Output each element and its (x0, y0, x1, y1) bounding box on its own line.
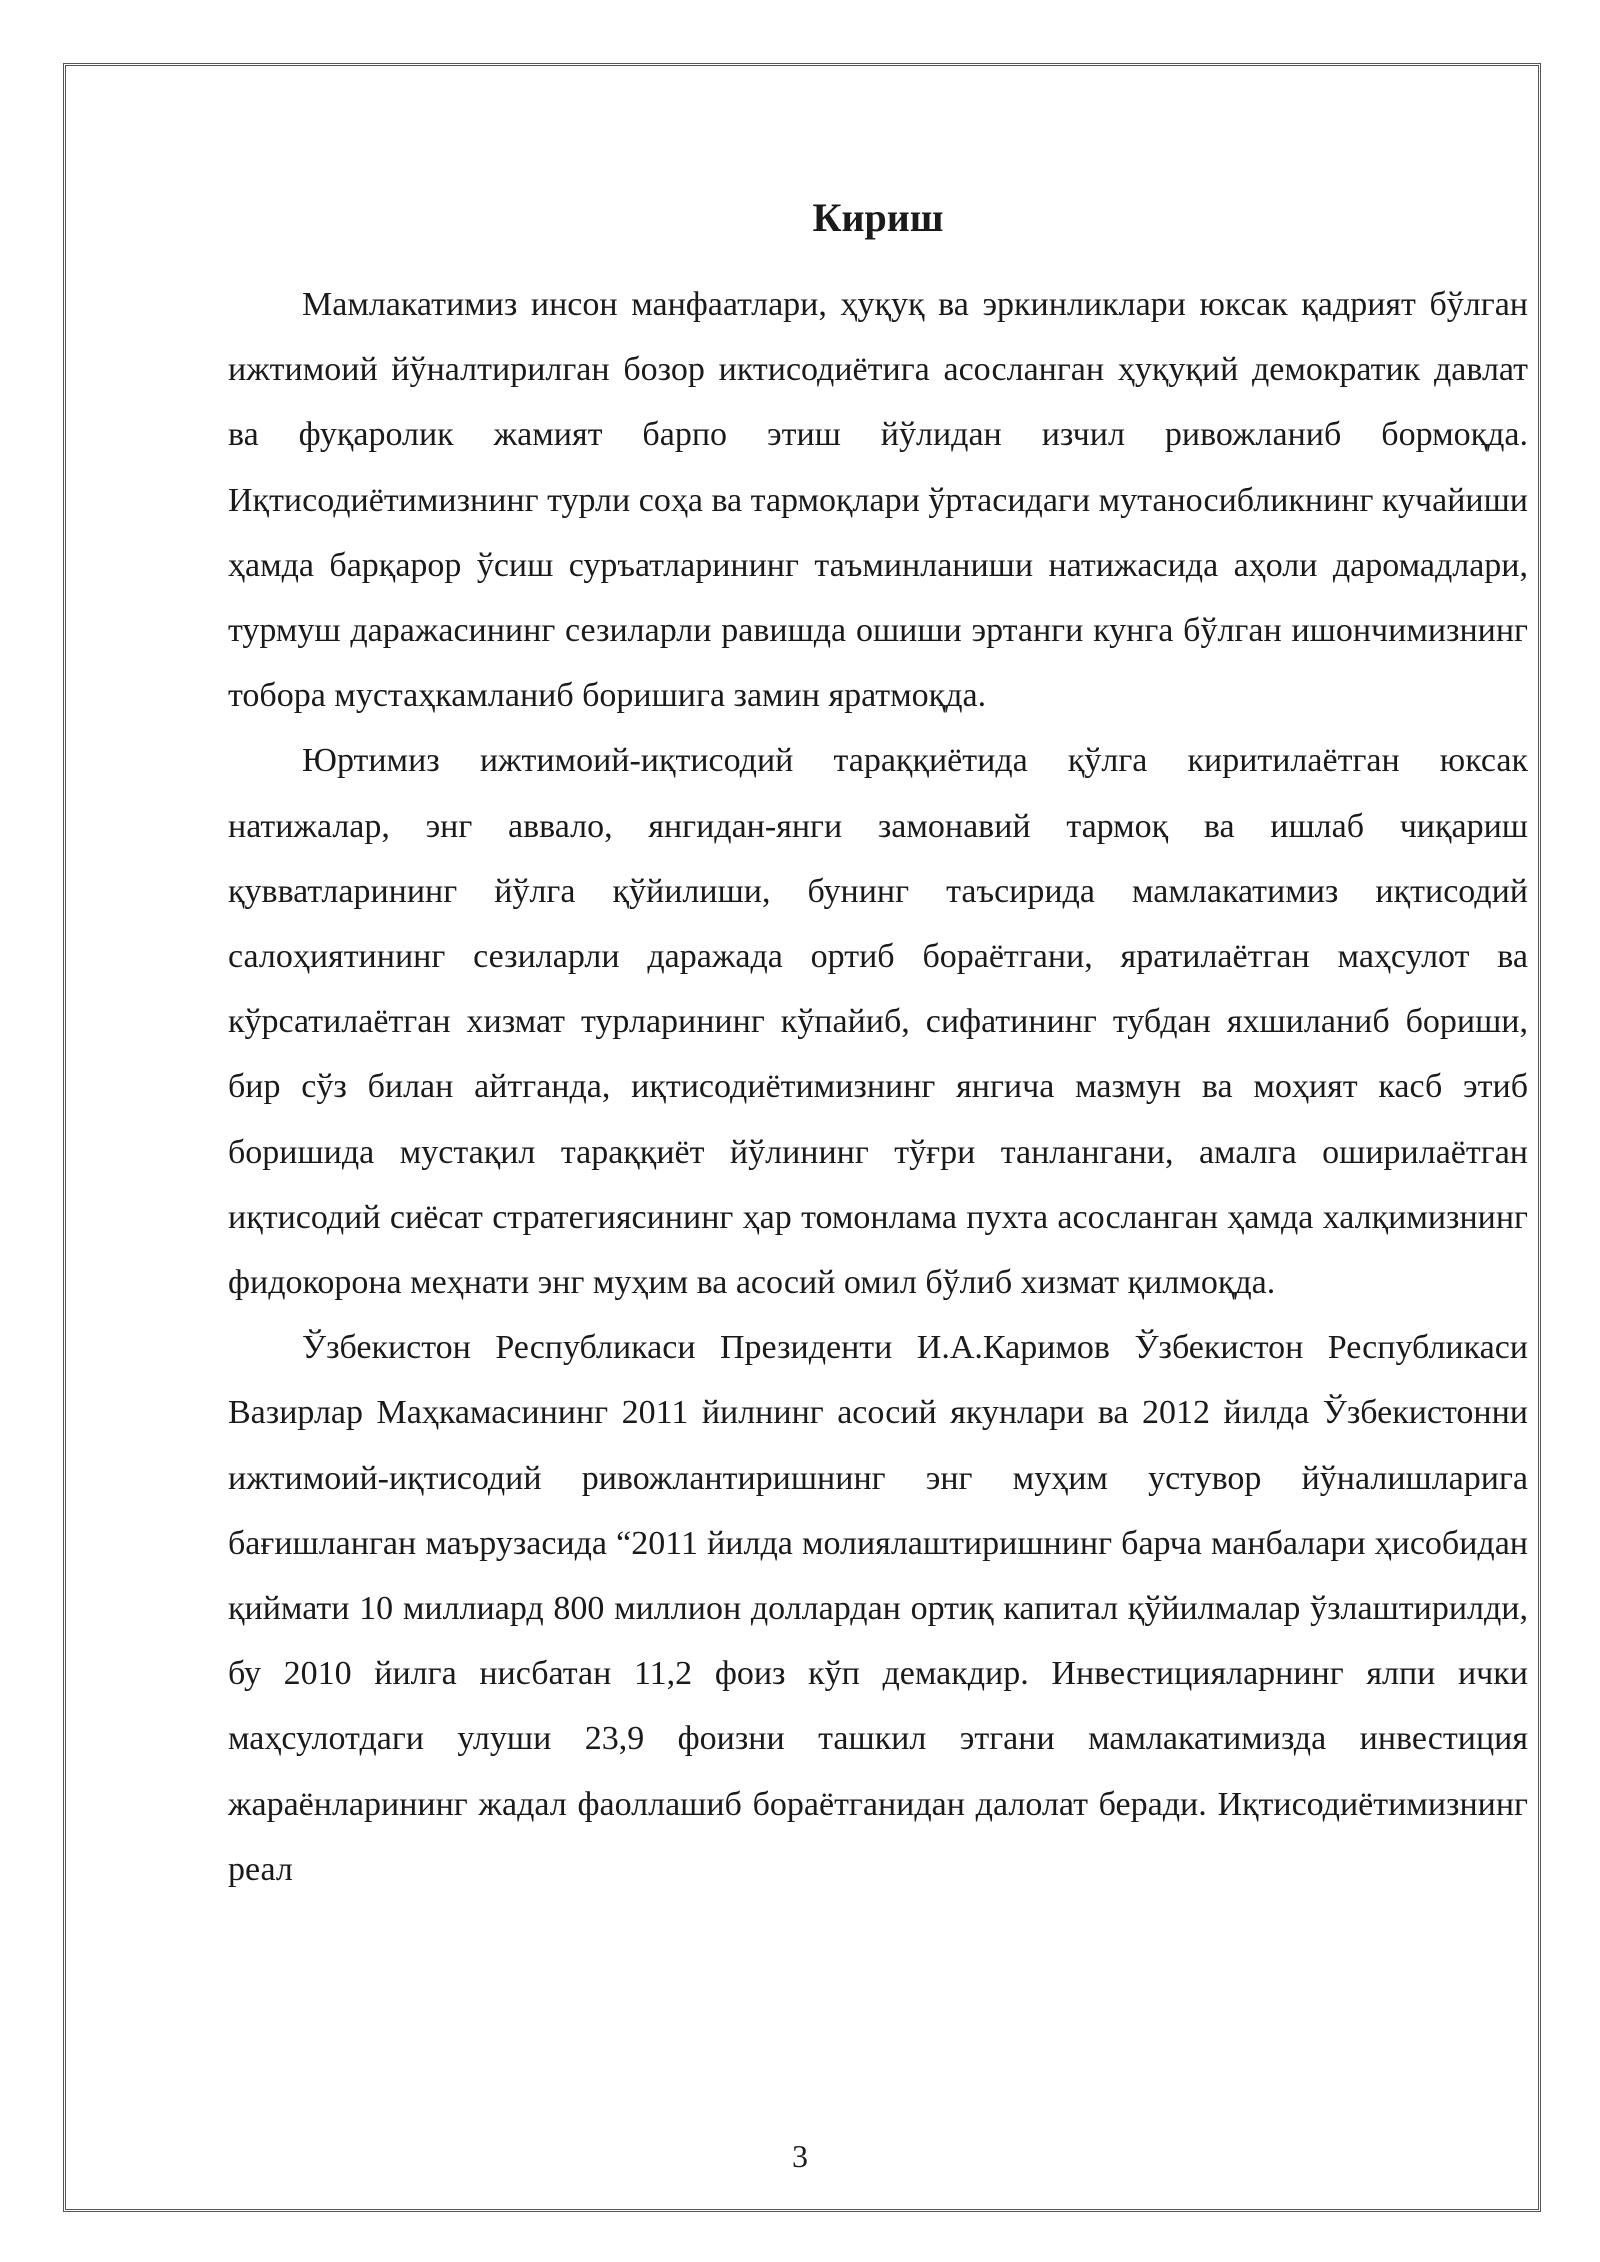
page-title: Кириш (812, 195, 944, 240)
paragraph-2: Юртимиз ижтимоий-иқтисодий тараққиётида қўлга киритилаётган юксак натижалар, энг аввало, янгидан-янги замонавий тармоқ ва ишлаб чиқариш қувватларининг йўлга қўйилиши, бунинг таъсирида мамлакатимиз иқтисодий салоҳиятининг сезиларли даражада ортиб бораётгани, яратилаётган маҳсулот ва кўрсатилаётган хизмат турларининг кўпайиб, сифатининг тубдан яхшиланиб бориши, бир сўз билан айтганда, иқтисодиётимизнинг янгича мазмун ва моҳият касб этиб боришида мустақил тараққиёт йўлининг тўғри танлангани, амалга оширилаётган иқтисодий сиёсат стратегиясининг ҳар томонлама пухта асосланган ҳамда халқимизнинг фидокорона меҳнати энг муҳим ва асосий омил бўлиб хизмат қилмоқда. (228, 742, 1528, 1302)
paragraph-3: Ўзбекистон Республикаси Президенти И.А.Каримов Ўзбекистон Республикаси Вазирлар Маҳкамасининг 2011 йилнинг асосий якунлари ва 2012 йилда Ўзбекистонни ижтимоий-иқтисодий ривожлантиришнинг энг муҳим устувор йўналишларига бағишланган маърузасида “2011 йилда молиялаштиришнинг барча манбалари ҳисобидан қиймати 10 миллиард 800 миллион доллардан ортиқ капитал қўйилмалар ўзлаштирилди, бу 2010 йилга нисбатан 11,2 фоиз кўп демакдир. Инвестицияларнинг ялпи ички маҳсулотдаги улуши 23,9 фоизни ташкил этгани мамлакатимизда инвестиция жараёнларининг жадал фаоллашиб бораётганидан далолат беради. Иқтисодиётимизнинг реал (228, 1329, 1528, 1888)
paragraph-1: Мамлакатимиз инсон манфаатлари, ҳуқуқ ва эркинликлари юксак қадрият бўлган ижтимоий йўналтирилган бозор иктисодиётига асосланган ҳуқуқий демократик давлат ва фуқаролик жамият барпо этиш йўлидан изчил ривожланиб бормоқда. Иқтисодиётимизнинг турли соҳа ва тармоқлари ўртасидаги мутаносибликнинг кучайиши ҳамда барқарор ўсиш суръатларининг таъминланиши натижасида аҳоли даромадлари, турмуш даражасининг сезиларли равишда ошиши эртанги кунга бўлган ишончимизнинг тобора мустаҳкамланиб боришига замин яратмоқда. (228, 286, 1528, 715)
page-number: 3 (792, 2138, 808, 2174)
document-body (228, 186, 1528, 1902)
